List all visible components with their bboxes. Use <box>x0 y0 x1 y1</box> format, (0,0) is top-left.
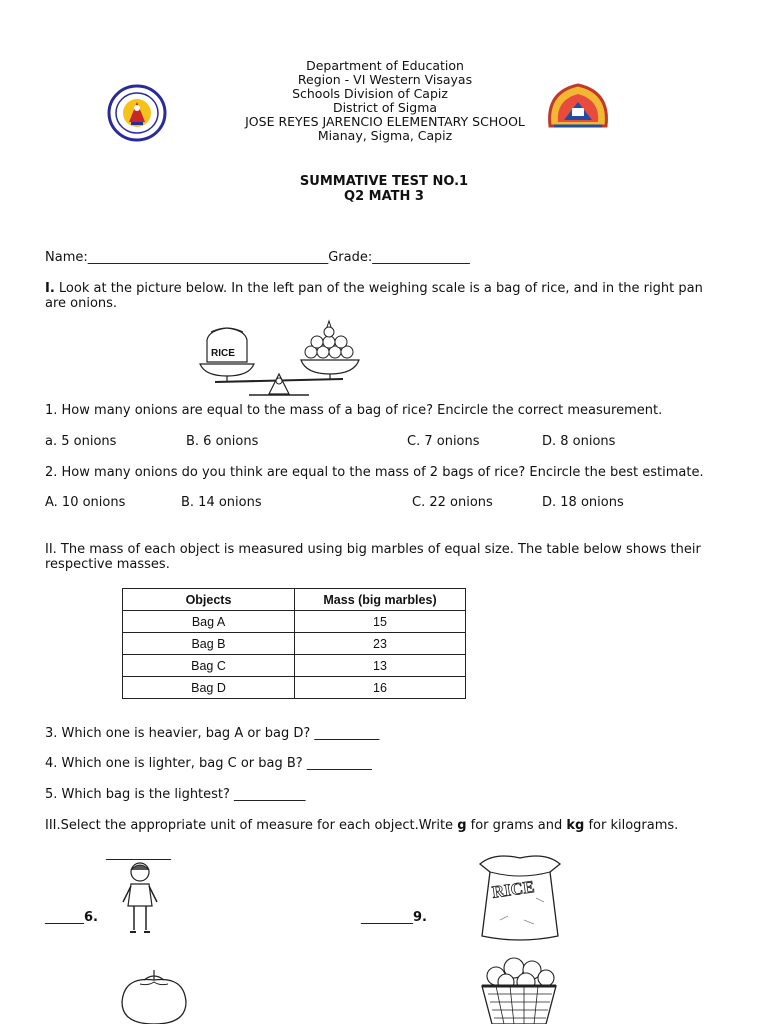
item9-number: 9. <box>413 910 427 925</box>
header-address: Mianay, Sigma, Capiz <box>317 128 453 143</box>
part3-text-a: III.Select the appropriate unit of measure for each object.Write <box>45 818 458 833</box>
table-row <box>123 633 466 655</box>
school-logo <box>544 82 612 132</box>
question-4[interactable]: 4. Which one is lighter, bag C or bag B? __________ <box>45 756 372 771</box>
part1-instruction-text: Look at the picture below. In the left pan of the weighing scale is a bag of rice, and in the right pan are onions. <box>45 281 703 311</box>
cell-object: Bag A <box>123 611 295 633</box>
part3-text-c: for kilograms. <box>584 818 679 833</box>
school-header <box>200 59 570 143</box>
cell-mass: 13 <box>295 655 466 677</box>
part3-instruction <box>45 818 725 833</box>
part1-number: I. <box>45 281 55 296</box>
cell-object: Bag C <box>123 655 295 677</box>
part2-instruction: II. The mass of each object is measured using big marbles of equal size. The table below shows their respective masses. <box>45 542 701 572</box>
item9-line <box>361 910 427 925</box>
q1-option-b[interactable]: B. 6 onions <box>186 434 259 449</box>
column-header-objects: Objects <box>123 589 295 611</box>
name-label[interactable]: Name:_____________________________________ <box>45 250 329 265</box>
q1-option-a[interactable]: a. 5 onions <box>45 434 117 449</box>
item9-blank[interactable]: ________ <box>361 910 413 925</box>
q2-option-d[interactable]: D. 18 onions <box>542 495 624 510</box>
cell-mass: 23 <box>295 633 466 655</box>
rice-sack-picture <box>464 850 576 944</box>
table-row <box>123 655 466 677</box>
cell-mass: 15 <box>295 611 466 633</box>
top-answer-blank[interactable]: __________ <box>106 846 171 861</box>
header-district: District of Sigma <box>332 100 438 115</box>
grade-label[interactable]: Grade:_______________ <box>328 250 470 265</box>
weighing-scale-picture <box>197 318 372 400</box>
child-picture <box>116 860 164 936</box>
scale-rice-label: RICE <box>211 348 235 359</box>
sack-rice-label: RICE <box>490 877 536 902</box>
cell-object: Bag B <box>123 633 295 655</box>
q1-option-d[interactable]: D. 8 onions <box>542 434 616 449</box>
q2-option-b[interactable]: B. 14 onions <box>181 495 262 510</box>
question-1: 1. How many onions are equal to the mass of a bag of rice? Encircle the correct measurement. <box>45 403 663 418</box>
table-header-row <box>123 589 466 611</box>
table-row <box>123 611 466 633</box>
header-region: Region - VI Western Visayas <box>297 72 473 87</box>
question-3[interactable]: 3. Which one is heavier, bag A or bag D? __________ <box>45 726 380 741</box>
column-header-mass: Mass (big marbles) <box>295 589 466 611</box>
cell-mass: 16 <box>295 677 466 699</box>
unit-kg: kg <box>566 818 585 833</box>
question-2: 2. How many onions do you think are equal to the mass of 2 bags of rice? Encircle the best estimate. <box>45 465 704 480</box>
q1-option-c[interactable]: C. 7 onions <box>407 434 480 449</box>
header-department: Department of Education <box>306 58 464 73</box>
q2-option-c[interactable]: C. 22 onions <box>412 495 493 510</box>
name-grade-line <box>45 250 470 265</box>
question-5[interactable]: 5. Which bag is the lightest? ___________ <box>45 787 306 802</box>
header-school: JOSE REYES JARENCIO ELEMENTARY SCHOOL <box>245 114 525 129</box>
item6-line <box>45 910 98 925</box>
table-row <box>123 677 466 699</box>
fruit-basket-picture <box>474 954 564 1024</box>
header-division: Schools Division of Capiz <box>292 86 448 101</box>
deped-seal <box>107 84 167 142</box>
cell-object: Bag D <box>123 677 295 699</box>
test-subtitle: Q2 MATH 3 <box>344 189 424 204</box>
masses-table <box>122 588 466 699</box>
unit-g: g <box>457 818 467 833</box>
item6-blank[interactable]: ______ <box>45 910 84 925</box>
q2-option-a[interactable]: A. 10 onions <box>45 495 126 510</box>
tomato-picture <box>118 968 190 1024</box>
part1-instruction <box>45 281 725 311</box>
part3-text-b: for grams and <box>466 818 567 833</box>
item6-number: 6. <box>84 910 98 925</box>
test-title: SUMMATIVE TEST NO.1 <box>299 174 469 189</box>
